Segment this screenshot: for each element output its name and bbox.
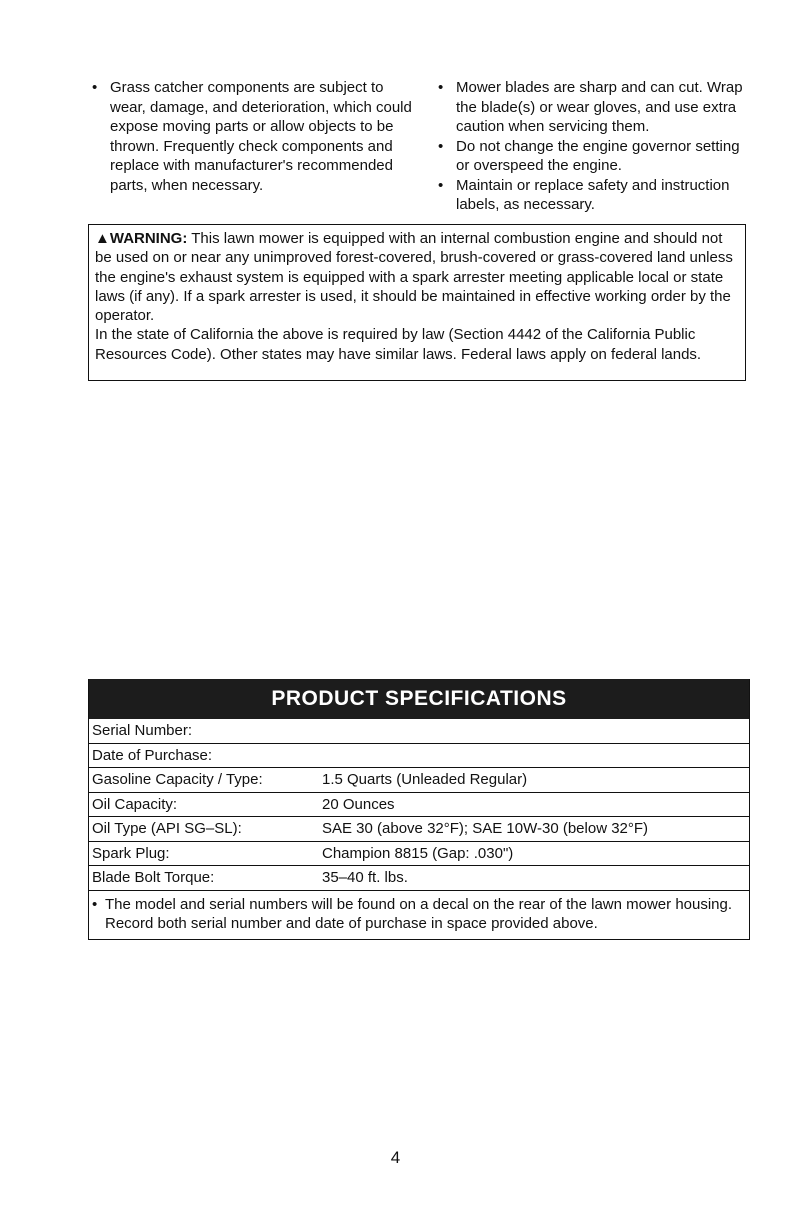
spec-value: 35–40 ft. lbs. — [322, 869, 408, 887]
bullet-dot: • — [438, 79, 444, 96]
spec-row-spark-plug — [89, 842, 749, 867]
spec-label: Date of Purchase: — [92, 746, 213, 764]
bullet-item — [438, 78, 756, 137]
spec-row-oil-capacity — [89, 793, 749, 818]
bullet-item — [438, 176, 756, 215]
page-number: 4 — [390, 1148, 401, 1167]
bullet-text: Mower blades are sharp and can cut. Wrap the blade(s) or wear gloves, and use extra caution when servicing them. — [456, 79, 743, 135]
spec-note — [89, 891, 749, 939]
bullet-dot: • — [92, 79, 98, 96]
spec-label: Spark Plug: — [92, 844, 170, 862]
spec-note-text: The model and serial numbers will be found on a decal on the rear of the lawn mower housing. Record both serial number and date of purchase in space provided above. — [105, 895, 733, 932]
spec-value: Champion 8815 (Gap: .030") — [322, 844, 514, 862]
bullet-item — [92, 78, 417, 195]
spec-value: 20 Ounces — [322, 795, 395, 813]
spec-label: Serial Number: — [92, 722, 193, 740]
warning-paragraph — [95, 229, 739, 325]
warning-label: WARNING: — [109, 230, 188, 247]
warning-california: In the state of California the above is required by law (Section 4442 of the California Public Resources Code). Other states may have similar laws. Federal laws apply on federal lands. — [95, 326, 702, 363]
bullet-text: Maintain or replace safety and instruction labels, as necessary. — [456, 176, 730, 213]
bullet-dot: • — [438, 176, 444, 194]
bullet-dot: • — [92, 895, 98, 913]
spec-label: Gasoline Capacity / Type: — [92, 771, 263, 789]
product-specifications-table — [88, 679, 750, 940]
spec-label: Blade Bolt Torque: — [92, 869, 215, 887]
specifications-title: PRODUCT SPECIFICATIONS — [89, 679, 749, 719]
bullet-dot: • — [438, 137, 444, 155]
warning-icon: ▲ — [95, 230, 110, 247]
spec-value: SAE 30 (above 32°F); SAE 10W-30 (below 32°F) — [322, 820, 649, 838]
bullet-text: Grass catcher components are subject to wear, damage, and deterioration, which could expose moving parts or allow objects to be thrown. Frequently check components and replace with manufacturer's recommended parts, when necessary. — [110, 79, 412, 194]
bullet-text: Do not change the engine governor setting or overspeed the engine. — [456, 137, 740, 174]
spec-label: Oil Type (API SG–SL): — [92, 820, 242, 838]
spec-label: Oil Capacity: — [92, 795, 178, 813]
warning-text: This lawn mower is equipped with an internal combustion engine and should not be used on or near any unimproved forest-covered, brush-covered or grass-covered land unless the engine's exhaust system is equipped with a spark arrester meeting applicable local or state laws (if any). If a spark arrester is used, it should be maintained in effective working order by the operator. — [95, 230, 733, 325]
spec-row-gasoline-capacity — [89, 768, 749, 793]
bullet-item — [438, 137, 756, 176]
spec-row-blade-bolt-torque — [89, 866, 749, 891]
right-column — [438, 78, 756, 215]
warning-box — [88, 224, 746, 381]
left-column — [92, 78, 417, 215]
safety-bullets — [92, 78, 756, 215]
spec-value: 1.5 Quarts (Unleaded Regular) — [322, 771, 528, 789]
spec-row-oil-type — [89, 817, 749, 842]
spec-row-serial-number — [89, 719, 749, 744]
spec-row-date-of-purchase — [89, 744, 749, 769]
